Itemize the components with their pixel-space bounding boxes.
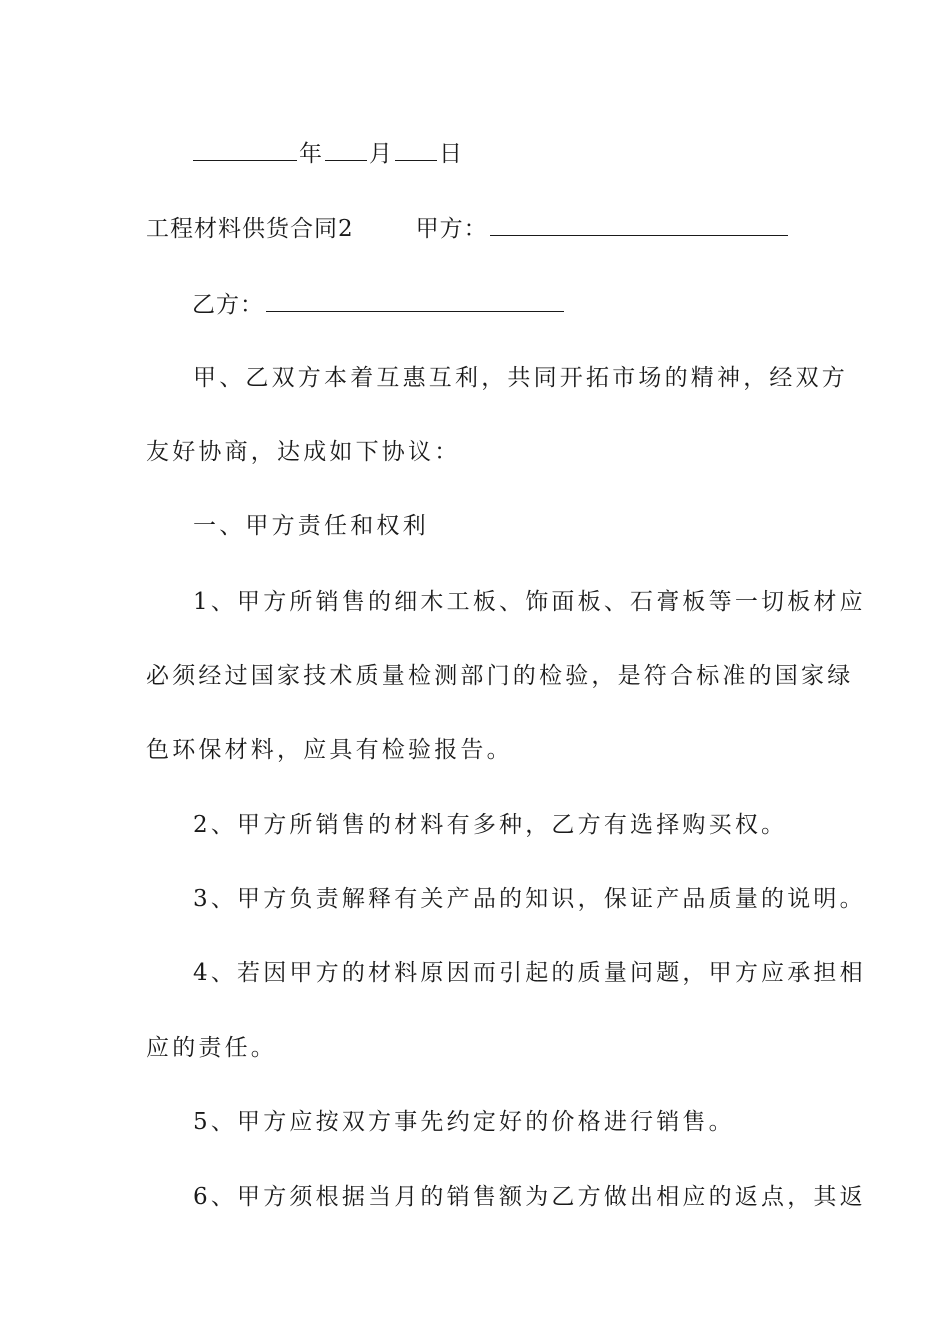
day-blank — [395, 138, 437, 161]
date-line — [191, 138, 463, 169]
clause-line: 4、若因甲方的材料原因而引起的质量问题，甲方应承担相 — [193, 960, 866, 986]
paragraph-line: 甲、乙双方本着互惠互利，共同开拓市场的精神，经双方 — [193, 365, 848, 391]
paragraph-line: 友好协商，达成如下协议： — [146, 439, 461, 465]
party-b-line — [192, 289, 566, 320]
section-heading: 一、甲方责任和权利 — [193, 513, 429, 539]
day-label: 日 — [439, 141, 463, 167]
party-a-label: 甲方： — [415, 216, 488, 242]
clause-line: 必须经过国家技术质量检测部门的检验，是符合标准的国家绿 — [146, 663, 854, 689]
party-a-blank — [490, 213, 788, 236]
title-line — [146, 213, 790, 244]
clause-line: 2、甲方所销售的材料有多种，乙方有选择购买权。 — [193, 812, 788, 838]
clause-line: 应的责任。 — [146, 1035, 277, 1061]
clause-line: 3、甲方负责解释有关产品的知识，保证产品质量的说明。 — [193, 886, 866, 912]
document-title: 工程材料供货合同2 — [146, 216, 354, 242]
year-blank — [193, 138, 297, 161]
clause-line: 色环保材料，应具有检验报告。 — [146, 737, 513, 763]
month-label: 月 — [369, 141, 393, 167]
clause-line: 1、甲方所销售的细木工板、饰面板、石膏板等一切板材应 — [193, 589, 866, 615]
party-b-label: 乙方： — [192, 292, 264, 318]
month-blank — [325, 138, 367, 161]
party-b-blank — [266, 289, 564, 312]
clause-line: 5、甲方应按双方事先约定好的价格进行销售。 — [193, 1109, 735, 1135]
year-label: 年 — [299, 141, 323, 167]
clause-line: 6、甲方须根据当月的销售额为乙方做出相应的返点，其返 — [193, 1184, 866, 1210]
